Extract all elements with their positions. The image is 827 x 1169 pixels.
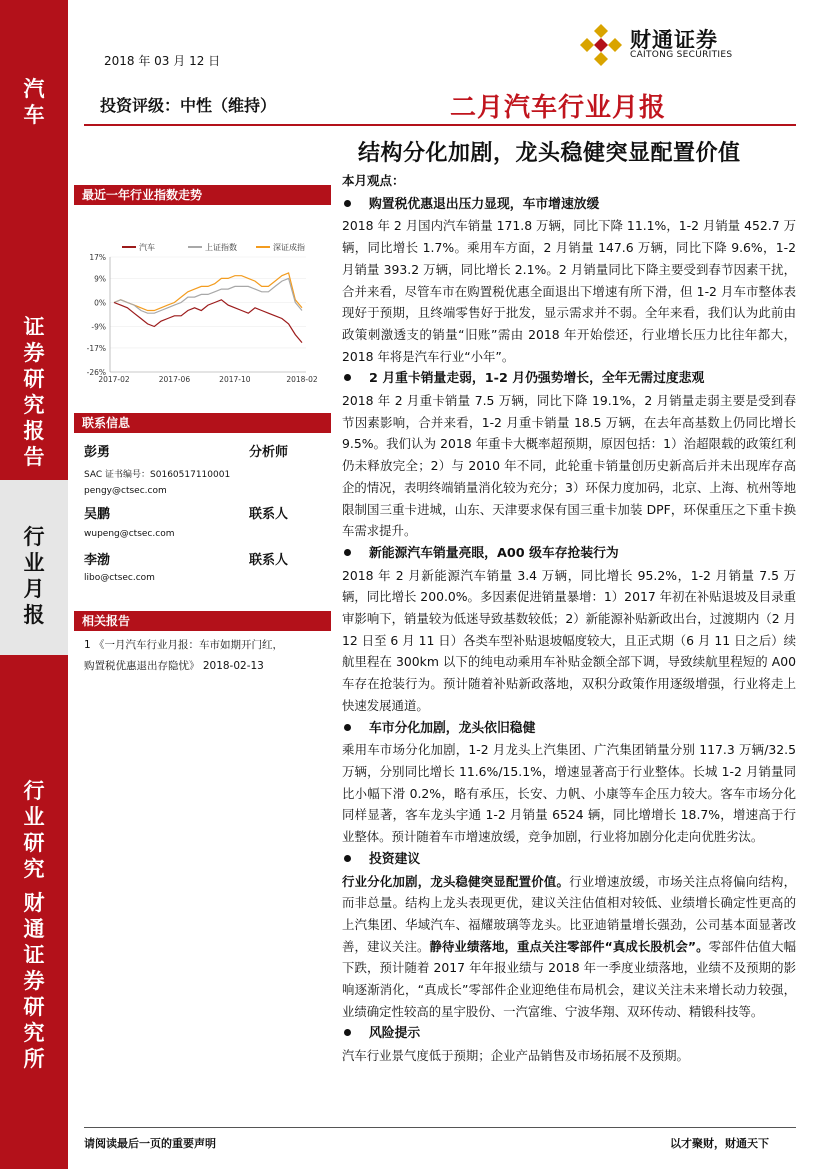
related-reports-title: 相关报告 bbox=[74, 611, 331, 631]
paragraph: 乘用车市场分化加剧，1-2 月龙头上汽集团、广汽集团销量分别 117.3 万辆/32.5 万辆，分别同比增长 11.6%/15.1%，增速显著高于行业整体。长城 1-2 月销量同比小幅下滑 0.2%，略有承压，长安、力帆、小康等车企压力较大。客车市场分化同样显著，客车龙头宇通 1-2 月销量 6524 辆，同比增增长 18.7%，增速高于行业整体。预计随着车市增速放缓，竞争加剧，行业将加剧分化走向优胜劣汰。 bbox=[342, 742, 796, 845]
company-logo bbox=[578, 22, 798, 70]
emphasis-text: 静待业绩落地，重点关注零部件“真成长股机会”。 bbox=[429, 938, 709, 954]
footer-disclaimer: 请阅读最后一页的重要声明 bbox=[84, 1137, 216, 1150]
y-tick-label: -26% bbox=[86, 368, 106, 377]
main-content bbox=[342, 170, 796, 1067]
related-report-line: 购置税优惠退出存隐忧》 2018-02-13 bbox=[84, 660, 264, 672]
x-tick-label: 2017-02 bbox=[98, 375, 130, 384]
report-title: 二月汽车行业月报 bbox=[450, 93, 667, 123]
footer-slogan: 以才聚财，财通天下 bbox=[670, 1137, 769, 1150]
report-date: 2018 年 03 月 12 日 bbox=[104, 54, 221, 68]
contact-email[interactable]: libo@ctsec.com bbox=[84, 573, 155, 583]
y-tick-label: 17% bbox=[89, 253, 106, 262]
chart-box-title: 最近一年行业指数走势 bbox=[74, 185, 331, 205]
y-tick-label: 0% bbox=[94, 298, 106, 308]
related-report-line: 1 《一月汽车行业月报：车市如期开门红， bbox=[84, 639, 284, 651]
contacts-title: 联系信息 bbox=[74, 413, 331, 433]
header-divider bbox=[84, 124, 796, 126]
bullet-heading: 购置税优惠退出压力显现，车市增速放缓 bbox=[344, 194, 796, 216]
contact-name: 彭勇 bbox=[84, 445, 111, 460]
y-tick-label: 9% bbox=[94, 274, 106, 284]
paragraph bbox=[342, 871, 796, 1023]
x-tick-label: 2018-02 bbox=[286, 375, 318, 384]
report-headline: 结构分化加剧，龙头稳健突显配置价值 bbox=[358, 140, 741, 166]
y-tick-label: -17% bbox=[86, 343, 106, 353]
paragraph: 2018 年 2 月重卡销量 7.5 万辆，同比下降 19.1%，2 月销量走弱主要是受到春节因素影响，合并来看，1-2 月重卡销量 18.5 万辆，在去年高基数上仍同比增长 9.5%。我们认为 2018 年重卡大概率超预期，原因包括：1）治超限载的政策红利仍未释放完全；2）与 2010 年不同，此轮重卡销量创历史新高后并未出现库存高企的情况，表明终端销量消化较为充分；3）环保力度加码，北京、上海、杭州等地限制国三重卡进城，山东、天津要求保有国三重卡加装 DPF，环保重压之下重卡换车需求提升。 bbox=[342, 393, 796, 539]
paragraph: 2018 年 2 月新能源汽车销量 3.4 万辆，同比增长 95.2%，1-2 月销量 7.5 万辆，同比增长 200.0%。多因素促进销量暴增：1）2017 年初在补贴退坡及目录重审影响下，销量较为低迷导致基数较低；2）新能源补贴新政出台，过渡期内（2 月 12 日至 6 月 11 日）各类车型补贴退坡幅度较大，且正式期（6 月 11 日之后）续航里程在 300km 以下的纯电动乘用车补贴金额全部下调，导致续航里程短的 A00 车存在抢装行为。预计随着补贴新政落地，双积分政策作用逐级增强，行业将走上快速发展通道。 bbox=[342, 567, 796, 713]
paragraph-text: 行业增速放缓，市场关注点将偏向结构，而非总量。结构上龙头表现更优，建议关注估值相对较低、业绩增长确定性更高的上汽集团、华域汽车、福耀玻璃等龙头。比亚迪销量增长强劲，公司基本面显著改善，建议关注。 bbox=[342, 873, 797, 954]
section-label: 本月观点： bbox=[342, 173, 405, 188]
x-tick-label: 2017-06 bbox=[158, 375, 191, 384]
bullet-icon bbox=[344, 1029, 351, 1036]
sidebar-label-report-type: 证 券 研 究 报 告 bbox=[23, 314, 45, 469]
bullet-icon bbox=[344, 855, 351, 862]
left-column bbox=[74, 185, 331, 677]
emphasis-text: 行业分化加剧，龙头稳健突显配置价值。 bbox=[342, 873, 570, 889]
contact-email[interactable]: wupeng@ctsec.com bbox=[84, 529, 175, 539]
contact-name: 李渤 bbox=[84, 553, 111, 568]
contacts-list bbox=[74, 433, 331, 585]
contact-cert: SAC 证书编号：S0160517110001 bbox=[84, 470, 231, 480]
sidebar-label-research: 行 业 研 究 bbox=[23, 778, 45, 881]
sidebar-label-industry: 汽 车 bbox=[23, 76, 45, 127]
contact-role: 分析师 bbox=[249, 445, 289, 460]
footer-divider bbox=[84, 1127, 796, 1128]
bullet-heading: 投资建议 bbox=[344, 849, 796, 871]
sidebar-label-institute: 财 通 证 券 研 究 所 bbox=[23, 890, 45, 1071]
paragraph-text: 零部件估值大幅下跌，预计随着 2017 年年报业绩与 2018 年一季度业绩落地，业绩不及预期的影响逐渐消化，“真成长”零部件企业迎绝佳布局机会，建议关注未来增长动力较强，业绩确定性较高的星宇股份、一汽富维、宁波华翔、双环传动、精锻科技等。 bbox=[342, 938, 797, 1019]
sidebar-label-monthly: 行 业 月 报 bbox=[23, 524, 45, 627]
bullet-heading: 2 月重卡销量走弱，1-2 月仍强势增长，全年无需过度悲观 bbox=[344, 368, 796, 390]
logo-text-cn: 财通证券 bbox=[630, 27, 718, 52]
investment-rating: 投资评级：中性（维持） bbox=[100, 96, 277, 115]
bullet-icon bbox=[344, 724, 351, 731]
y-tick-label: -9% bbox=[91, 322, 106, 332]
paragraph: 汽车行业景气度低于预期；企业产品销售及市场拓展不及预期。 bbox=[342, 1048, 689, 1064]
bullet-icon bbox=[344, 549, 351, 556]
sidebar bbox=[0, 0, 68, 1169]
bullet-heading: 风险提示 bbox=[344, 1023, 796, 1045]
index-trend-chart bbox=[74, 205, 331, 385]
logo-mark-icon bbox=[578, 22, 624, 68]
contact-email[interactable]: pengy@ctsec.com bbox=[84, 486, 167, 496]
series-line bbox=[114, 300, 302, 343]
legend-label: 上证指数 bbox=[205, 243, 237, 252]
paragraph: 2018 年 2 月国内汽车销量 171.8 万辆，同比下降 11.1%，1-2 月销量 452.7 万辆，同比增长 1.7%。乘用车方面，2 月销量 147.6 万辆，同比下降 9.6%，1-2 月销量 393.2 万辆，同比增长 2.1%。2 月销量同比下降主要受到春节因素干扰，合并来看，尽管车市在购置税优惠全面退出下增速有所下滑，但 1-2 月车市整体表现好于预期，且终端零售好于批发，显示需求并不弱。全年来看，我们认为此前由政策刺激透支的销量“旧账”需由 2018 年开始偿还，行业增长压力比往年都大，2018 年将是汽车行业“小年”。 bbox=[342, 218, 796, 364]
legend-label: 汽车 bbox=[139, 243, 155, 252]
related-report-item[interactable] bbox=[74, 631, 331, 677]
bullet-heading: 车市分化加剧，龙头依旧稳健 bbox=[344, 718, 796, 740]
bullet-icon bbox=[344, 200, 351, 207]
x-tick-label: 2017-10 bbox=[219, 375, 251, 384]
legend-label: 深证成指 bbox=[273, 243, 305, 252]
bullet-icon bbox=[344, 374, 351, 381]
logo-text-en: CAITONG SECURITIES bbox=[630, 50, 733, 60]
contact-name: 吴鹏 bbox=[84, 507, 111, 522]
bullet-heading: 新能源汽车销量亮眼，A00 级车存抢装行为 bbox=[344, 543, 796, 565]
contact-role: 联系人 bbox=[249, 553, 289, 568]
contact-role: 联系人 bbox=[249, 507, 289, 522]
